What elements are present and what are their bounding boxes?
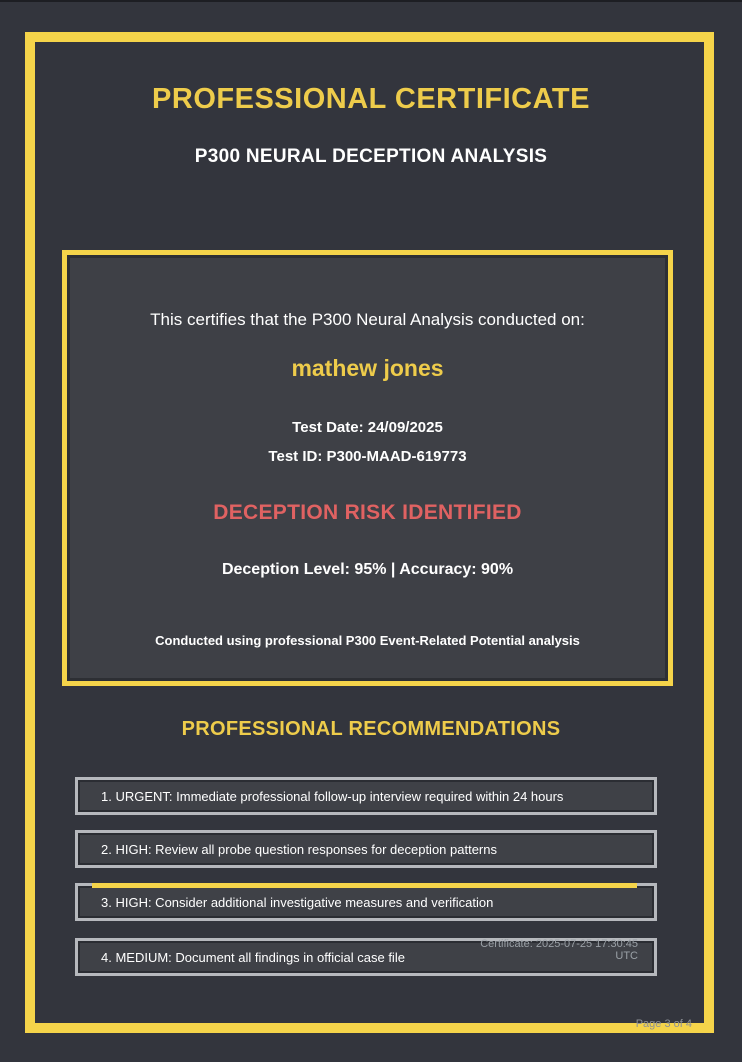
risk-status: DECEPTION RISK IDENTIFIED: [213, 501, 522, 524]
recommendation-text: 1. URGENT: Immediate professional follow-up interview required within 24 hours: [101, 788, 564, 804]
recommendation-item: [75, 777, 657, 815]
test-date: Test Date: 24/09/2025: [292, 419, 443, 436]
recommendation-item: [75, 830, 657, 868]
test-id: Test ID: P300-MAAD-619773: [268, 448, 467, 465]
certificate-timestamp: Certificate: 2025-07-25 17:30:45 UTC: [480, 938, 638, 962]
recommendation-text: 4. MEDIUM: Document all findings in official case file: [101, 949, 405, 965]
certify-statement: This certifies that the P300 Neural Analysis conducted on:: [150, 310, 585, 329]
method-note: Conducted using professional P300 Event-Related Potential analysis: [155, 633, 580, 648]
page-number: Page 3 of 4: [635, 1018, 692, 1030]
subject-name: mathew jones: [291, 355, 444, 381]
page-top-divider: [0, 0, 742, 2]
page-subtitle: P300 NEURAL DECEPTION ANALYSIS: [194, 146, 548, 167]
recommendation-text: 2. HIGH: Review all probe question responses for deception patterns: [101, 841, 497, 857]
recommendations-heading: PROFESSIONAL RECOMMENDATIONS: [181, 718, 561, 740]
recommendation-item: [75, 883, 657, 921]
deception-metrics: Deception Level: 95% | Accuracy: 90%: [221, 561, 514, 578]
certificate-panel: [62, 250, 673, 686]
page-title: PROFESSIONAL CERTIFICATE: [152, 83, 590, 115]
recommendation-text: 3. HIGH: Consider additional investigative measures and verification: [101, 894, 494, 910]
highlight-stripe: [92, 883, 637, 888]
